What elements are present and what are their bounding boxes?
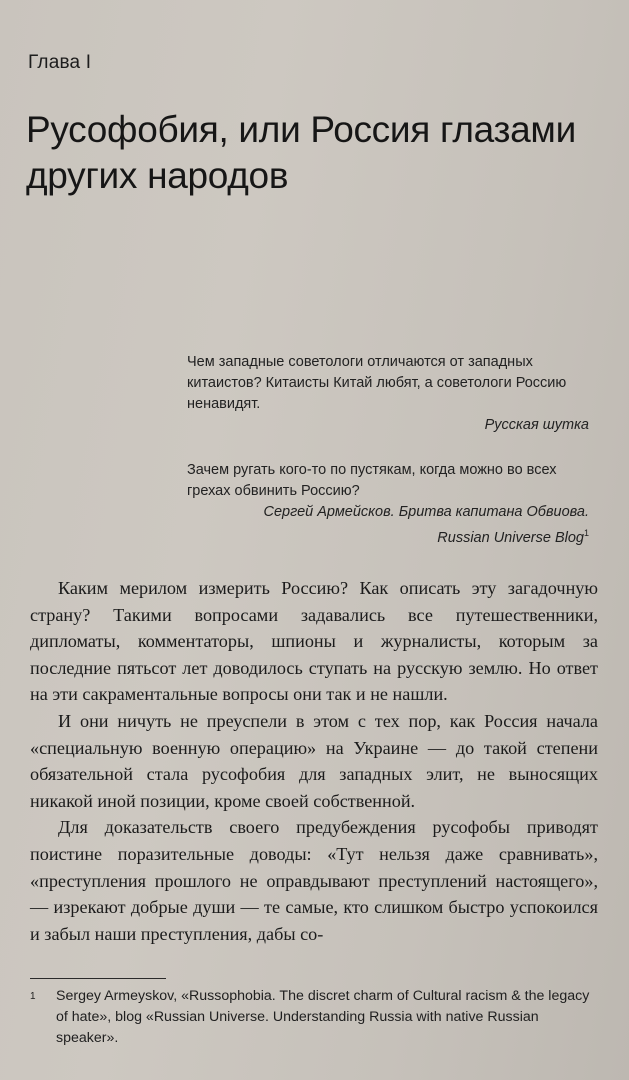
paragraph: Для доказательств своего предубеждения русофобы приводят поистине поразительные доводы: «Тут нельзя даже сравнивать», «преступления прошлого не оправдывают преступлений настоящего», — изрекают добрые души — те самые, кто слишком быстро успокоился и забыл наши преступления, дабы со- bbox=[30, 817, 598, 944]
epigraph-2-source-text: Russian Universe Blog bbox=[437, 529, 584, 546]
footnote-text: Sergey Armeyskov, «Russophobia. The discret charm of Cultural racism & the legacy of hate», blog «Russian Universe. Understanding Russia with native Russian speaker». bbox=[56, 988, 590, 1046]
epigraph-2 bbox=[187, 460, 589, 549]
footnote-divider bbox=[30, 978, 166, 979]
epigraph-1-text: Чем западные советологи отличаются от западных китаистов? Китаисты Китай любят, а советологи Россию ненавидят. bbox=[187, 354, 567, 412]
footnote-reference: 1 bbox=[583, 528, 589, 538]
footnote bbox=[30, 986, 600, 1049]
epigraph-2-attribution-author: Сергей Армейсков. Бритва капитана Обвиова. bbox=[263, 504, 589, 520]
chapter-title: Русофобия, или Россия глазами других народов bbox=[26, 108, 576, 196]
body-text bbox=[30, 575, 598, 947]
epigraph-2-attribution-source bbox=[187, 523, 589, 549]
paragraph: И они ничуть не преуспели в этом с тех пор, как Россия начала «специальную военную операцию» на Украине — до такой степени обязательной стала русофобия для западных элит, не выносящих никакой иной позиции, кроме своей собственной. bbox=[30, 710, 598, 811]
epigraph-1 bbox=[187, 352, 589, 436]
paragraph: Каким мерилом измерить Россию? Как описать эту загадочную страну? Такими вопросами задавались все путешественники, дипломаты, комментаторы, шпионы и журналисты, которым за последние пятьсот лет доводилось ступать на русскую землю. Но ответ на эти сакраментальные вопросы они так и не нашли. bbox=[30, 578, 598, 705]
epigraph-2-text: Зачем ругать кого-то по пустякам, когда можно во всех грехах обвинить Россию? bbox=[187, 462, 557, 499]
epigraph-1-attribution: Русская шутка bbox=[484, 417, 589, 433]
chapter-label: Глава I bbox=[28, 52, 92, 73]
footnote-mark: 1 bbox=[30, 991, 36, 1002]
